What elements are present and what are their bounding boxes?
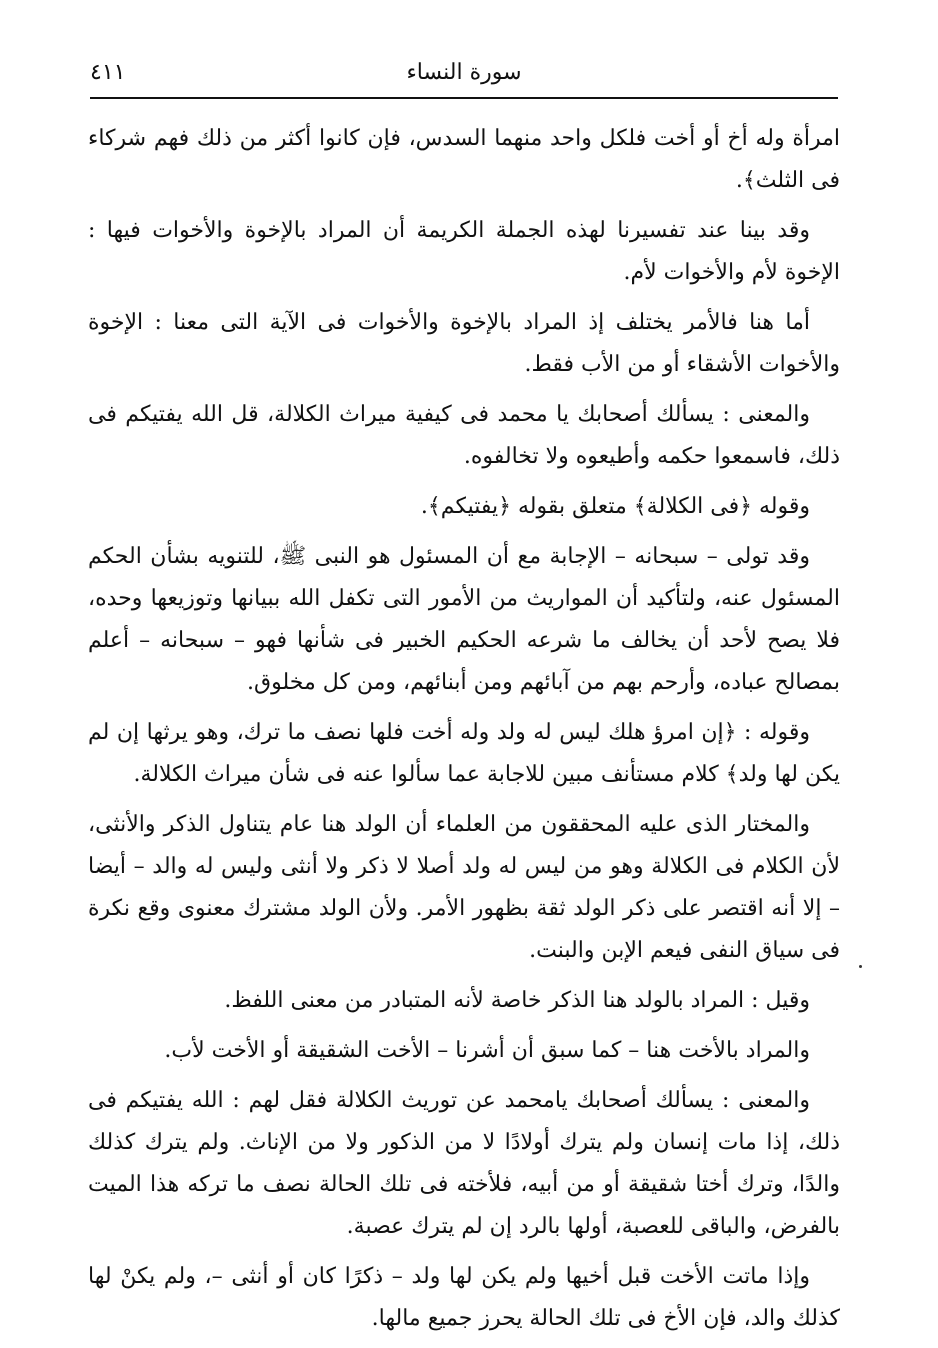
surah-title: سورة النساء: [406, 60, 522, 85]
paragraph: والمختار الذى عليه المحققون من العلماء أن الولد هنا عام يتناول الذكر والأنثى، لأن الكلام فى الكلالة وهو من ليس له ولد أصلا لا ذكر ولا أنثى وليس له والد – أيضا – إلا أنه اقتصر على ذكر الولد ثقة بظهور الأمر. ولأن الولد مشترك معنوى وقع نكرة فى سياق النفى فيعم الإبن والبنت.: [88, 812, 840, 963]
paragraph: وقوله : ﴿إن امرؤ هلك ليس له ولد وله أخت فلها نصف ما ترك، وهو يرثها إن لم يكن لها ولد﴾ كلام مستأنف مبين للاجابة عما سألوا عنه فى شأن ميراث الكلالة.: [88, 720, 840, 787]
paragraph: وقد تولى – سبحانه – الإجابة مع أن المسئول هو النبى ﷺ، للتنويه بشأن الحكم المسئول عنه، ولتأكيد أن المواريث من الأمور التى تكفل الله ببيانها وتوزيعها وحده، فلا يصح لأحد أن يخالف ما شرعه الحكيم الخبير فى شأنها فهو – سبحانه – أعلم بمصالح عباده، وأرحم بهم من آبائهم ومن أبنائهم، ومن كل مخلوق.: [88, 544, 840, 695]
paragraph: وإذا ماتت الأخت قبل أخيها ولم يكن لها ولد – ذكرًا كان أو أنثى –، ولم يكنْ لها كذلك والد، فإن الأخ فى تلك الحالة يحرز جميع مالها.: [88, 1264, 840, 1331]
paragraph: وقوله ﴿فى الكلالة﴾ متعلق بقوله ﴿يفتيكم﴾.: [420, 494, 810, 519]
paragraph: وقد بينا عند تفسيرنا لهذه الجملة الكريمة أن المراد بالإخوة والأخوات فيها : الإخوة لأم والأخوات لأم.: [88, 218, 840, 285]
paragraph: والمعنى : يسألك أصحابك يا محمد فى كيفية ميراث الكلالة، قل الله يفتيكم فى ذلك، فاسمعوا حكمه وأطيعوه ولا تخالفوه.: [88, 402, 840, 469]
paragraph: وقيل : المراد بالولد هنا الذكر خاصة لأنه المتبادر من معنى اللفظ.: [224, 988, 810, 1013]
page-body: [88, 118, 840, 1348]
page-number: ٤١١: [90, 60, 126, 85]
paragraph: أما هنا فالأمر يختلف إذ المراد بالإخوة والأخوات فى الآية التى معنا : الإخوة والأخوات الأشقاء أو من الأب فقط.: [88, 310, 840, 377]
paragraph: والمعنى : يسألك أصحابك يامحمد عن توريث الكلالة فقل لهم : الله يفتيكم فى ذلك، إذا مات إنسان ولم يترك أولادًا لا من الذكور ولا من الإناث. ولم يترك كذلك والدًا، وترك أختا شقيقة أو من أبيه، فلأخته فى تلك الحالة نصف ما تركه هذا الميت بالفرض، والباقى للعصبة، أولها بالرد إن لم يترك عصبة.: [88, 1088, 840, 1239]
page-header: [90, 58, 838, 94]
header-divider: [90, 97, 838, 99]
margin-speck: [859, 965, 862, 968]
paragraph: امرأة وله أخ أو أخت فلكل واحد منهما السدس، فإن كانوا أكثر من ذلك فهم شركاء فى الثلث﴾.: [88, 126, 840, 193]
paragraph: والمراد بالأخت هنا – كما سبق أن أشرنا – الأخت الشقيقة أو الأخت لأب.: [164, 1038, 810, 1063]
